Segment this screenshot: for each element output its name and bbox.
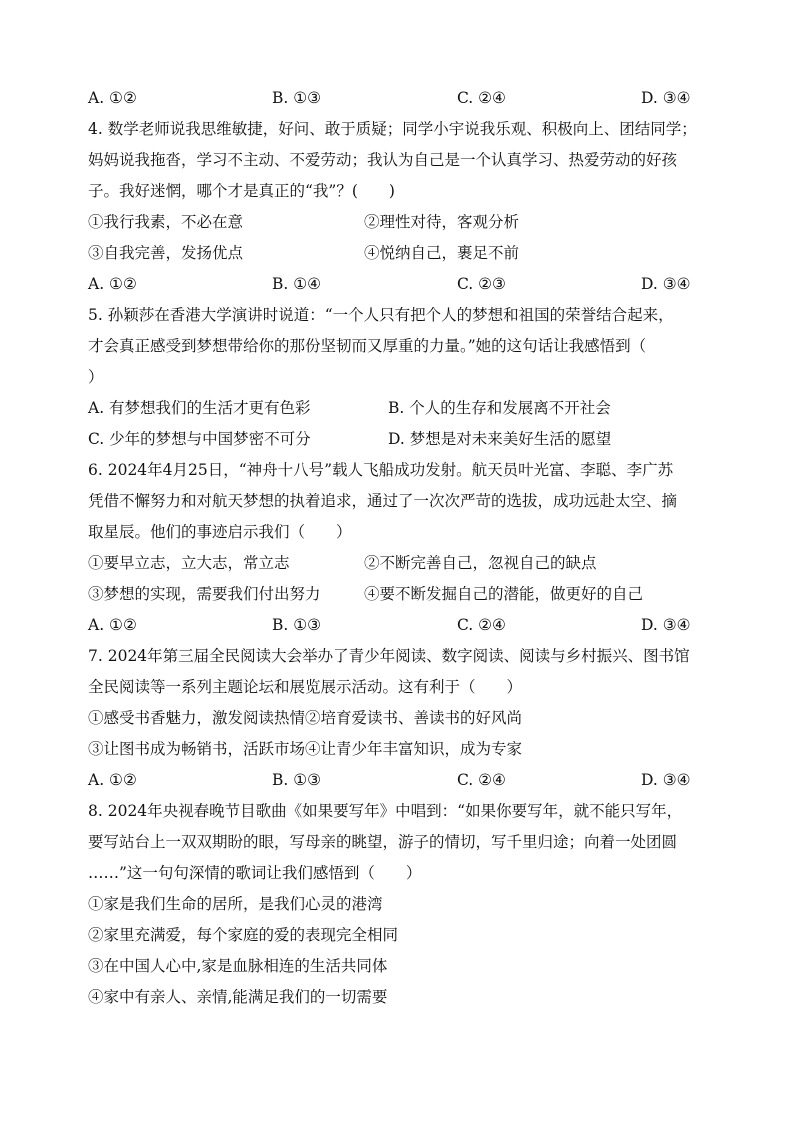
q4-statement-2: ②理性对待，客观分析 [364, 213, 520, 231]
q6-stem-line-2: 凭借不懈努力和对航天梦想的执着追求，通过了一次次严苛的选拔，成功远赴太空、摘 [88, 492, 678, 510]
option-d[interactable]: D. ③④ [641, 771, 691, 789]
option-a[interactable]: A. 有梦想我们的生活才更有色彩 [88, 399, 311, 417]
option-a[interactable]: A. ①② [88, 89, 137, 107]
q4-statement-3: ③自我完善，发扬优点 [88, 244, 244, 262]
q8-stem-line-2: 要写站台上一双双期盼的眼，写母亲的眺望，游子的情切，写千里归途；向着一处团圆 [88, 833, 678, 851]
q7-statement-row-2: ③让图书成为畅销书，活跃市场④让青少年丰富知识，成为专家 [88, 740, 523, 758]
option-a[interactable]: A. ①② [88, 275, 137, 293]
q6-statement-2: ②不断完善自己，忽视自己的缺点 [364, 554, 597, 572]
option-d[interactable]: D. ③④ [641, 89, 691, 107]
q5-options-row-2 [88, 429, 728, 449]
q6-statement-3: ③梦想的实现，需要我们付出努力 [88, 585, 321, 603]
option-b[interactable]: B. ①③ [272, 89, 322, 107]
option-c[interactable]: C. ②④ [457, 771, 506, 789]
option-d[interactable]: D. ③④ [641, 616, 691, 634]
q7-stem-line-1: 7. 2024年第三届全民阅读大会举办了青少年阅读、数字阅读、阅读与乡村振兴、图书馆 [88, 647, 690, 665]
q6-stem-line-1: 6. 2024年4月25日，“神舟十八号”载人飞船成功发射。航天员叶光富、李聪、李广苏 [88, 461, 674, 479]
q3-options [88, 88, 728, 108]
q5-stem-line-1: 5. 孙颖莎在香港大学演讲时说道：“一个人只有把个人的梦想和祖国的荣誉结合起来， [88, 306, 674, 324]
option-c[interactable]: C. ②④ [457, 89, 506, 107]
option-b[interactable]: B. 个人的生存和发展离不开社会 [388, 399, 611, 417]
q4-stem-line-1: 4. 数学老师说我思维敏捷，好问、敢于质疑；同学小宇说我乐观、积极向上、团结同学； [88, 120, 697, 138]
q4-stem-line-3: 子。我好迷惘，哪个才是真正的“我”？( ) [88, 182, 395, 200]
q6-stem-line-3: 取星辰。他们的事迹启示我们（ ） [88, 523, 352, 541]
q8-statement-4: ④家中有亲人、亲情,能满足我们的一切需要 [88, 988, 388, 1006]
option-c[interactable]: C. 少年的梦想与中国梦密不可分 [88, 430, 311, 448]
option-b[interactable]: B. ①③ [272, 771, 322, 789]
q4-statements-row-2 [88, 243, 728, 263]
option-c[interactable]: C. ②④ [457, 616, 506, 634]
q6-statement-1: ①要早立志，立大志，常立志 [88, 554, 290, 572]
q8-statement-2: ②家里充满爱，每个家庭的爱的表现完全相同 [88, 926, 399, 944]
q7-options [88, 770, 728, 790]
q7-stem-line-2: 全民阅读等一系列主题论坛和展览展示活动。这有利于（ ） [88, 678, 523, 696]
q4-stem-line-2: 妈妈说我拖沓，学习不主动、不爱劳动；我认为自己是一个认真学习、热爱劳动的好孩 [88, 151, 678, 169]
q8-statement-1: ①家是我们生命的居所，是我们心灵的港湾 [88, 895, 383, 913]
q8-stem-line-1: 8. 2024年央视春晚节目歌曲《如果要写年》中唱到：“如果你要写年，就不能只写年， [88, 802, 683, 820]
q4-statements-row-1 [88, 212, 728, 232]
q5-stem-line-3: ） [88, 368, 104, 386]
q6-statement-4: ④要不断发掘自己的潜能，做更好的自己 [364, 585, 644, 603]
q8-statement-3: ③在中国人心中,家是血脉相连的生活共同体 [88, 957, 388, 975]
q4-statement-1: ①我行我素，不必在意 [88, 213, 244, 231]
q4-options [88, 274, 728, 294]
q4-statement-4: ④悦纳自己，裹足不前 [364, 244, 520, 262]
option-d[interactable]: D. 梦想是对未来美好生活的愿望 [388, 430, 612, 448]
option-a[interactable]: A. ①② [88, 771, 137, 789]
option-a[interactable]: A. ①② [88, 616, 137, 634]
q6-statements-row-1 [88, 553, 728, 573]
q8-stem-line-3: ……”这一句句深情的歌词让我们感悟到（ ） [88, 864, 422, 882]
q5-options-row-1 [88, 398, 728, 418]
q6-statements-row-2 [88, 584, 728, 604]
q5-stem-line-2: 才会真正感受到梦想带给你的那份坚韧而又厚重的力量。”她的这句话让我感悟到（ [88, 337, 647, 355]
q6-options [88, 615, 728, 635]
option-c[interactable]: C. ②③ [457, 275, 506, 293]
option-b[interactable]: B. ①④ [272, 275, 322, 293]
option-b[interactable]: B. ①③ [272, 616, 322, 634]
option-d[interactable]: D. ③④ [641, 275, 691, 293]
q7-statement-row-1: ①感受书香魅力，激发阅读热情②培育爱读书、善读书的好风尚 [88, 709, 523, 727]
